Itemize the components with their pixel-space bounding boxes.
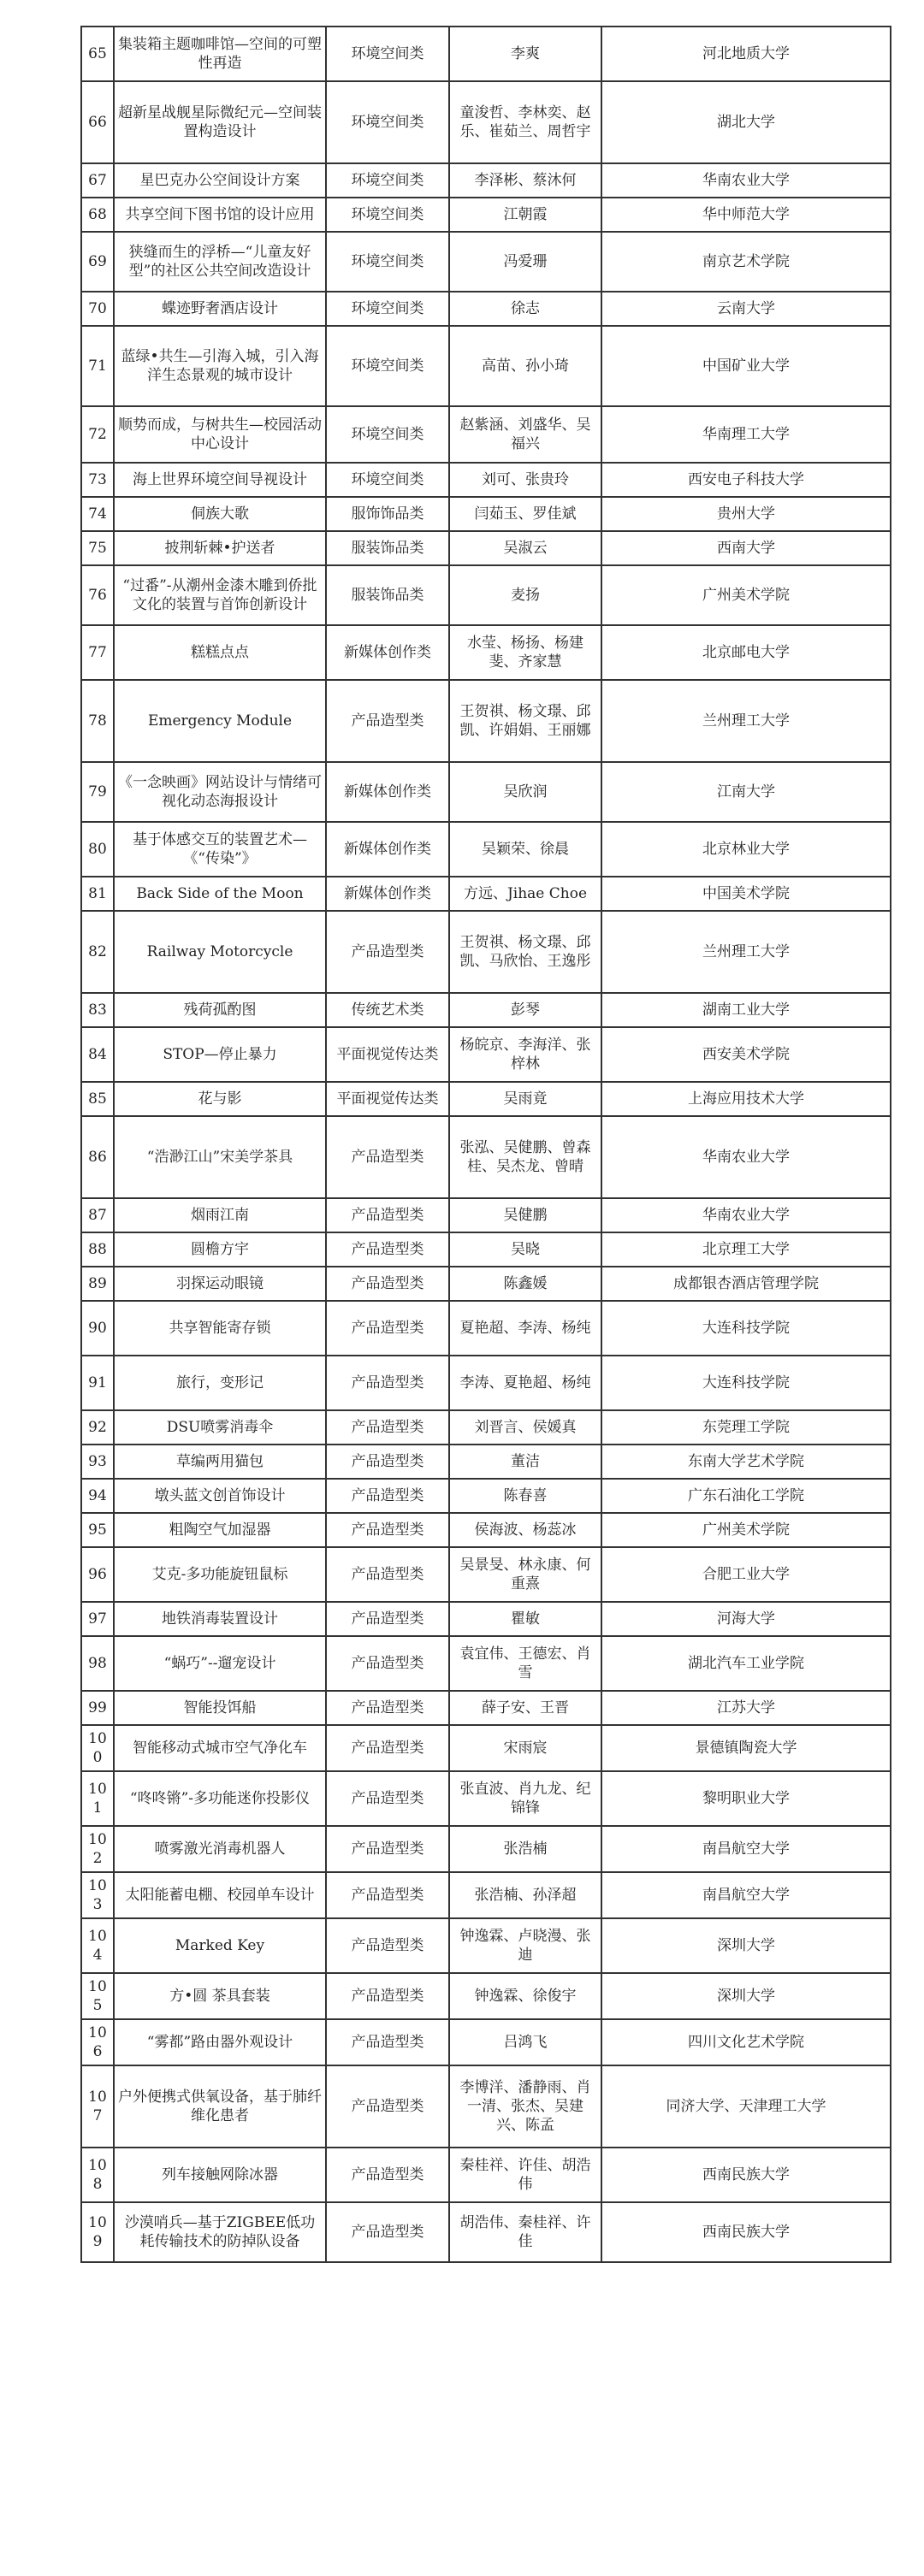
cell-no: 96: [81, 1547, 114, 1602]
cell-authors: 闫茹玉、罗佳斌: [449, 497, 601, 531]
cell-no: 65: [81, 27, 114, 81]
cell-authors: 高苗、孙小琦: [449, 326, 601, 406]
cell-category: 环境空间类: [326, 198, 449, 232]
cell-category: 产品造型类: [326, 1602, 449, 1636]
cell-category: 环境空间类: [326, 326, 449, 406]
table-row: [81, 911, 891, 993]
cell-category: 环境空间类: [326, 81, 449, 163]
table-row: [81, 1691, 891, 1725]
cell-category: 平面视觉传达类: [326, 1027, 449, 1082]
cell-school: 中国美术学院: [601, 877, 891, 911]
cell-category: 产品造型类: [326, 1725, 449, 1771]
cell-no: 102: [81, 1826, 114, 1872]
cell-school: 深圳大学: [601, 1918, 891, 1973]
cell-school: 同济大学、天津理工大学: [601, 2065, 891, 2148]
cell-school: 大连科技学院: [601, 1356, 891, 1410]
cell-school: 华南农业大学: [601, 1116, 891, 1198]
table-row: [81, 680, 891, 762]
cell-school: 大连科技学院: [601, 1301, 891, 1356]
cell-no: 67: [81, 163, 114, 198]
cell-title: 喷雾激光消毒机器人: [114, 1826, 326, 1872]
cell-school: 西南大学: [601, 531, 891, 565]
table-row: [81, 1116, 891, 1198]
table-row: [81, 822, 891, 877]
cell-authors: 张直波、肖九龙、纪锦锋: [449, 1771, 601, 1826]
cell-school: 南昌航空大学: [601, 1872, 891, 1918]
cell-authors: 秦桂祥、许佳、胡浩伟: [449, 2148, 601, 2202]
cell-category: 环境空间类: [326, 292, 449, 326]
cell-title: 超新星战舰星际微纪元—空间装置构造设计: [114, 81, 326, 163]
cell-title: 披荆斩棘•护送者: [114, 531, 326, 565]
table-row: [81, 625, 891, 680]
cell-authors: 李泽彬、蔡沐何: [449, 163, 601, 198]
cell-title: DSU喷雾消毒伞: [114, 1410, 326, 1445]
cell-school: 西安电子科技大学: [601, 463, 891, 497]
cell-school: 成都银杏酒店管理学院: [601, 1267, 891, 1301]
cell-title: 共享智能寄存锁: [114, 1301, 326, 1356]
cell-title: 海上世界环境空间导视设计: [114, 463, 326, 497]
cell-authors: 瞿敏: [449, 1602, 601, 1636]
table-row: [81, 497, 891, 531]
cell-no: 68: [81, 198, 114, 232]
cell-no: 94: [81, 1479, 114, 1513]
cell-title: 墩头蓝文创首饰设计: [114, 1479, 326, 1513]
cell-school: 黎明职业大学: [601, 1771, 891, 1826]
cell-no: 105: [81, 1973, 114, 2019]
table-row: [81, 163, 891, 198]
cell-no: 74: [81, 497, 114, 531]
cell-title: 智能投饵船: [114, 1691, 326, 1725]
cell-authors: 方远、Jihae Choe: [449, 877, 601, 911]
cell-school: 河北地质大学: [601, 27, 891, 81]
cell-authors: 钟逸霖、徐俊宇: [449, 1973, 601, 2019]
cell-authors: 刘晋言、侯媛真: [449, 1410, 601, 1445]
cell-no: 72: [81, 406, 114, 463]
cell-no: 98: [81, 1636, 114, 1691]
cell-category: 产品造型类: [326, 1973, 449, 2019]
cell-no: 106: [81, 2019, 114, 2065]
table-row: [81, 2148, 891, 2202]
cell-school: 华南农业大学: [601, 163, 891, 198]
table-row: [81, 531, 891, 565]
cell-category: 产品造型类: [326, 1356, 449, 1410]
cell-category: 产品造型类: [326, 1918, 449, 1973]
cell-no: 103: [81, 1872, 114, 1918]
cell-category: 产品造型类: [326, 1116, 449, 1198]
table-row: [81, 1082, 891, 1116]
table-row: [81, 565, 891, 625]
table-row: [81, 1973, 891, 2019]
cell-no: 82: [81, 911, 114, 993]
table-row: [81, 1547, 891, 1602]
cell-category: 新媒体创作类: [326, 625, 449, 680]
cell-category: 服装饰品类: [326, 565, 449, 625]
cell-category: 产品造型类: [326, 1301, 449, 1356]
cell-school: 合肥工业大学: [601, 1547, 891, 1602]
table-row: [81, 1445, 891, 1479]
table-row: [81, 1771, 891, 1826]
cell-category: 产品造型类: [326, 1479, 449, 1513]
cell-no: 92: [81, 1410, 114, 1445]
cell-school: 西安美术学院: [601, 1027, 891, 1082]
cell-title: 旅行，变形记: [114, 1356, 326, 1410]
cell-title: STOP—停止暴力: [114, 1027, 326, 1082]
cell-authors: 侯海波、杨蕊冰: [449, 1513, 601, 1547]
cell-title: 艾克-多功能旋钮鼠标: [114, 1547, 326, 1602]
cell-authors: 陈春喜: [449, 1479, 601, 1513]
cell-school: 华南农业大学: [601, 1198, 891, 1232]
cell-no: 66: [81, 81, 114, 163]
cell-title: 列车接触网除冰器: [114, 2148, 326, 2202]
cell-title: 集装箱主题咖啡馆—空间的可塑性再造: [114, 27, 326, 81]
cell-school: 贵州大学: [601, 497, 891, 531]
cell-title: 地铁消毒装置设计: [114, 1602, 326, 1636]
cell-title: “蜗巧”--遛宠设计: [114, 1636, 326, 1691]
cell-no: 99: [81, 1691, 114, 1725]
cell-authors: 杨皖京、李海洋、张梓林: [449, 1027, 601, 1082]
table-row: [81, 1356, 891, 1410]
cell-category: 环境空间类: [326, 232, 449, 292]
cell-category: 平面视觉传达类: [326, 1082, 449, 1116]
table-row: [81, 1513, 891, 1547]
cell-authors: 水莹、杨扬、杨建斐、齐家慧: [449, 625, 601, 680]
cell-authors: 薛子安、王晋: [449, 1691, 601, 1725]
cell-no: 108: [81, 2148, 114, 2202]
cell-category: 环境空间类: [326, 27, 449, 81]
cell-title: 蝶迹野奢酒店设计: [114, 292, 326, 326]
cell-category: 产品造型类: [326, 911, 449, 993]
table-row: [81, 1872, 891, 1918]
cell-school: 深圳大学: [601, 1973, 891, 2019]
cell-authors: 陈鑫媛: [449, 1267, 601, 1301]
table-row: [81, 2065, 891, 2148]
cell-school: 河海大学: [601, 1602, 891, 1636]
cell-title: 基于体感交互的装置艺术—《“传染”》: [114, 822, 326, 877]
cell-school: 湖南工业大学: [601, 993, 891, 1027]
cell-title: 《一念映画》网站设计与情绪可视化动态海报设计: [114, 762, 326, 822]
cell-title: 狭缝而生的浮桥—“儿童友好型”的社区公共空间改造设计: [114, 232, 326, 292]
cell-title: Emergency Module: [114, 680, 326, 762]
cell-title: 圆檐方宇: [114, 1232, 326, 1267]
cell-title: 户外便携式供氧设备，基于肺纤维化患者: [114, 2065, 326, 2148]
cell-authors: 王贺祺、杨文璟、邱凯、许娟娟、王丽娜: [449, 680, 601, 762]
cell-no: 107: [81, 2065, 114, 2148]
cell-authors: 彭琴: [449, 993, 601, 1027]
cell-school: 南昌航空大学: [601, 1826, 891, 1872]
cell-title: “浩渺江山”宋美学茶具: [114, 1116, 326, 1198]
cell-authors: 吴淑云: [449, 531, 601, 565]
cell-no: 104: [81, 1918, 114, 1973]
table-row: [81, 2019, 891, 2065]
cell-no: 101: [81, 1771, 114, 1826]
cell-title: 沙漠哨兵—基于ZIGBEE低功耗传输技术的防掉队设备: [114, 2202, 326, 2262]
table-row: [81, 81, 891, 163]
table-row: [81, 993, 891, 1027]
cell-no: 80: [81, 822, 114, 877]
cell-category: 新媒体创作类: [326, 877, 449, 911]
cell-no: 87: [81, 1198, 114, 1232]
table-row: [81, 198, 891, 232]
table-row: [81, 877, 891, 911]
cell-category: 产品造型类: [326, 1445, 449, 1479]
cell-authors: 张泓、吴健鹏、曾森桂、吴杰龙、曾晴: [449, 1116, 601, 1198]
cell-title: Railway Motorcycle: [114, 911, 326, 993]
cell-authors: 赵紫涵、刘盛华、吴福兴: [449, 406, 601, 463]
cell-no: 89: [81, 1267, 114, 1301]
cell-title: 羽探运动眼镜: [114, 1267, 326, 1301]
cell-title: 顺势而成，与树共生—校园活动中心设计: [114, 406, 326, 463]
cell-school: 广东石油化工学院: [601, 1479, 891, 1513]
cell-title: 烟雨江南: [114, 1198, 326, 1232]
table-row: [81, 1027, 891, 1082]
cell-no: 84: [81, 1027, 114, 1082]
cell-school: 兰州理工大学: [601, 911, 891, 993]
table-row: [81, 1636, 891, 1691]
cell-authors: 宋雨宸: [449, 1725, 601, 1771]
table-row: [81, 1602, 891, 1636]
cell-authors: 董洁: [449, 1445, 601, 1479]
table-row: [81, 1826, 891, 1872]
cell-category: 产品造型类: [326, 1636, 449, 1691]
cell-school: 广州美术学院: [601, 1513, 891, 1547]
cell-title: 方•圆 茶具套装: [114, 1973, 326, 2019]
cell-authors: 夏艳超、李涛、杨纯: [449, 1301, 601, 1356]
cell-category: 产品造型类: [326, 2148, 449, 2202]
table-row: [81, 1725, 891, 1771]
cell-school: 东南大学艺术学院: [601, 1445, 891, 1479]
cell-category: 产品造型类: [326, 1691, 449, 1725]
table-row: [81, 1479, 891, 1513]
cell-authors: 吴健鹏: [449, 1198, 601, 1232]
cell-title: 侗族大歌: [114, 497, 326, 531]
cell-category: 产品造型类: [326, 680, 449, 762]
table-row: [81, 762, 891, 822]
cell-authors: 麦扬: [449, 565, 601, 625]
cell-school: 湖北大学: [601, 81, 891, 163]
cell-school: 兰州理工大学: [601, 680, 891, 762]
cell-title: “过番”-从潮州金漆木雕到侨批文化的装置与首饰创新设计: [114, 565, 326, 625]
cell-no: 73: [81, 463, 114, 497]
cell-category: 环境空间类: [326, 406, 449, 463]
cell-no: 70: [81, 292, 114, 326]
cell-authors: 吕鸿飞: [449, 2019, 601, 2065]
cell-category: 产品造型类: [326, 2019, 449, 2065]
cell-authors: 吴景旻、林永康、何重熹: [449, 1547, 601, 1602]
table-row: [81, 1267, 891, 1301]
table-row: [81, 326, 891, 406]
cell-category: 产品造型类: [326, 1771, 449, 1826]
table-row: [81, 1198, 891, 1232]
cell-no: 97: [81, 1602, 114, 1636]
cell-school: 景德镇陶瓷大学: [601, 1725, 891, 1771]
cell-category: 产品造型类: [326, 1410, 449, 1445]
cell-no: 71: [81, 326, 114, 406]
cell-title: 共享空间下图书馆的设计应用: [114, 198, 326, 232]
cell-school: 华南理工大学: [601, 406, 891, 463]
cell-school: 西南民族大学: [601, 2148, 891, 2202]
cell-category: 产品造型类: [326, 1872, 449, 1918]
cell-school: 华中师范大学: [601, 198, 891, 232]
cell-title: 智能移动式城市空气净化车: [114, 1725, 326, 1771]
cell-no: 109: [81, 2202, 114, 2262]
cell-authors: 刘可、张贵玲: [449, 463, 601, 497]
cell-title: 太阳能蓄电棚、校园单车设计: [114, 1872, 326, 1918]
cell-no: 100: [81, 1725, 114, 1771]
cell-title: 星巴克办公空间设计方案: [114, 163, 326, 198]
cell-no: 75: [81, 531, 114, 565]
cell-no: 86: [81, 1116, 114, 1198]
cell-authors: 李爽: [449, 27, 601, 81]
cell-school: 湖北汽车工业学院: [601, 1636, 891, 1691]
table-row: [81, 232, 891, 292]
cell-authors: 江朝霞: [449, 198, 601, 232]
cell-title: 蓝绿•共生—引海入城，引入海洋生态景观的城市设计: [114, 326, 326, 406]
cell-school: 北京理工大学: [601, 1232, 891, 1267]
table-row: [81, 406, 891, 463]
cell-authors: 吴雨竟: [449, 1082, 601, 1116]
cell-school: 北京林业大学: [601, 822, 891, 877]
cell-school: 上海应用技术大学: [601, 1082, 891, 1116]
cell-no: 85: [81, 1082, 114, 1116]
cell-title: “咚咚锵”-多功能迷你投影仪: [114, 1771, 326, 1826]
cell-no: 69: [81, 232, 114, 292]
cell-authors: 张浩楠、孙泽超: [449, 1872, 601, 1918]
cell-no: 93: [81, 1445, 114, 1479]
cell-title: Marked Key: [114, 1918, 326, 1973]
cell-category: 环境空间类: [326, 163, 449, 198]
cell-authors: 吴晓: [449, 1232, 601, 1267]
cell-no: 91: [81, 1356, 114, 1410]
cell-no: 79: [81, 762, 114, 822]
cell-authors: 李涛、夏艳超、杨纯: [449, 1356, 601, 1410]
cell-title: “雾都”路由器外观设计: [114, 2019, 326, 2065]
cell-authors: 吴欣润: [449, 762, 601, 822]
cell-title: 糕糕点点: [114, 625, 326, 680]
table-row: [81, 292, 891, 326]
cell-category: 产品造型类: [326, 1198, 449, 1232]
cell-category: 产品造型类: [326, 2065, 449, 2148]
table-row: [81, 463, 891, 497]
cell-title: 花与影: [114, 1082, 326, 1116]
cell-school: 江南大学: [601, 762, 891, 822]
cell-authors: 张浩楠: [449, 1826, 601, 1872]
cell-authors: 徐志: [449, 292, 601, 326]
cell-authors: 钟逸霖、卢晓漫、张迪: [449, 1918, 601, 1973]
cell-no: 81: [81, 877, 114, 911]
cell-authors: 童浚哲、李林奕、赵乐、崔茹兰、周哲宇: [449, 81, 601, 163]
cell-no: 90: [81, 1301, 114, 1356]
cell-authors: 胡浩伟、秦桂祥、许佳: [449, 2202, 601, 2262]
cell-title: 草编两用猫包: [114, 1445, 326, 1479]
cell-no: 95: [81, 1513, 114, 1547]
cell-title: 粗陶空气加湿器: [114, 1513, 326, 1547]
cell-category: 新媒体创作类: [326, 822, 449, 877]
cell-category: 产品造型类: [326, 2202, 449, 2262]
cell-authors: 王贺祺、杨文璟、邱凯、马欣怡、王逸彤: [449, 911, 601, 993]
table-body: [81, 27, 891, 2262]
cell-category: 服装饰品类: [326, 531, 449, 565]
cell-title: Back Side of the Moon: [114, 877, 326, 911]
cell-school: 四川文化艺术学院: [601, 2019, 891, 2065]
table-row: [81, 1301, 891, 1356]
cell-category: 产品造型类: [326, 1232, 449, 1267]
table-row: [81, 2202, 891, 2262]
cell-category: 新媒体创作类: [326, 762, 449, 822]
cell-no: 77: [81, 625, 114, 680]
cell-school: 西南民族大学: [601, 2202, 891, 2262]
award-list-table: [80, 26, 891, 2263]
cell-category: 产品造型类: [326, 1513, 449, 1547]
cell-school: 南京艺术学院: [601, 232, 891, 292]
cell-no: 76: [81, 565, 114, 625]
cell-authors: 冯爱珊: [449, 232, 601, 292]
table-row: [81, 1918, 891, 1973]
cell-school: 江苏大学: [601, 1691, 891, 1725]
table-row: [81, 1232, 891, 1267]
cell-category: 服饰饰品类: [326, 497, 449, 531]
cell-no: 78: [81, 680, 114, 762]
cell-school: 东莞理工学院: [601, 1410, 891, 1445]
cell-authors: 吴颖荣、徐晨: [449, 822, 601, 877]
cell-category: 产品造型类: [326, 1826, 449, 1872]
cell-school: 广州美术学院: [601, 565, 891, 625]
table-row: [81, 1410, 891, 1445]
cell-category: 产品造型类: [326, 1267, 449, 1301]
cell-category: 传统艺术类: [326, 993, 449, 1027]
cell-category: 环境空间类: [326, 463, 449, 497]
cell-title: 残荷孤酌图: [114, 993, 326, 1027]
cell-authors: 袁宜伟、王德宏、肖雪: [449, 1636, 601, 1691]
cell-category: 产品造型类: [326, 1547, 449, 1602]
cell-no: 88: [81, 1232, 114, 1267]
cell-authors: 李博洋、潘静雨、肖一清、张杰、吴建兴、陈孟: [449, 2065, 601, 2148]
cell-school: 云南大学: [601, 292, 891, 326]
cell-no: 83: [81, 993, 114, 1027]
cell-school: 北京邮电大学: [601, 625, 891, 680]
cell-school: 中国矿业大学: [601, 326, 891, 406]
table-row: [81, 27, 891, 81]
